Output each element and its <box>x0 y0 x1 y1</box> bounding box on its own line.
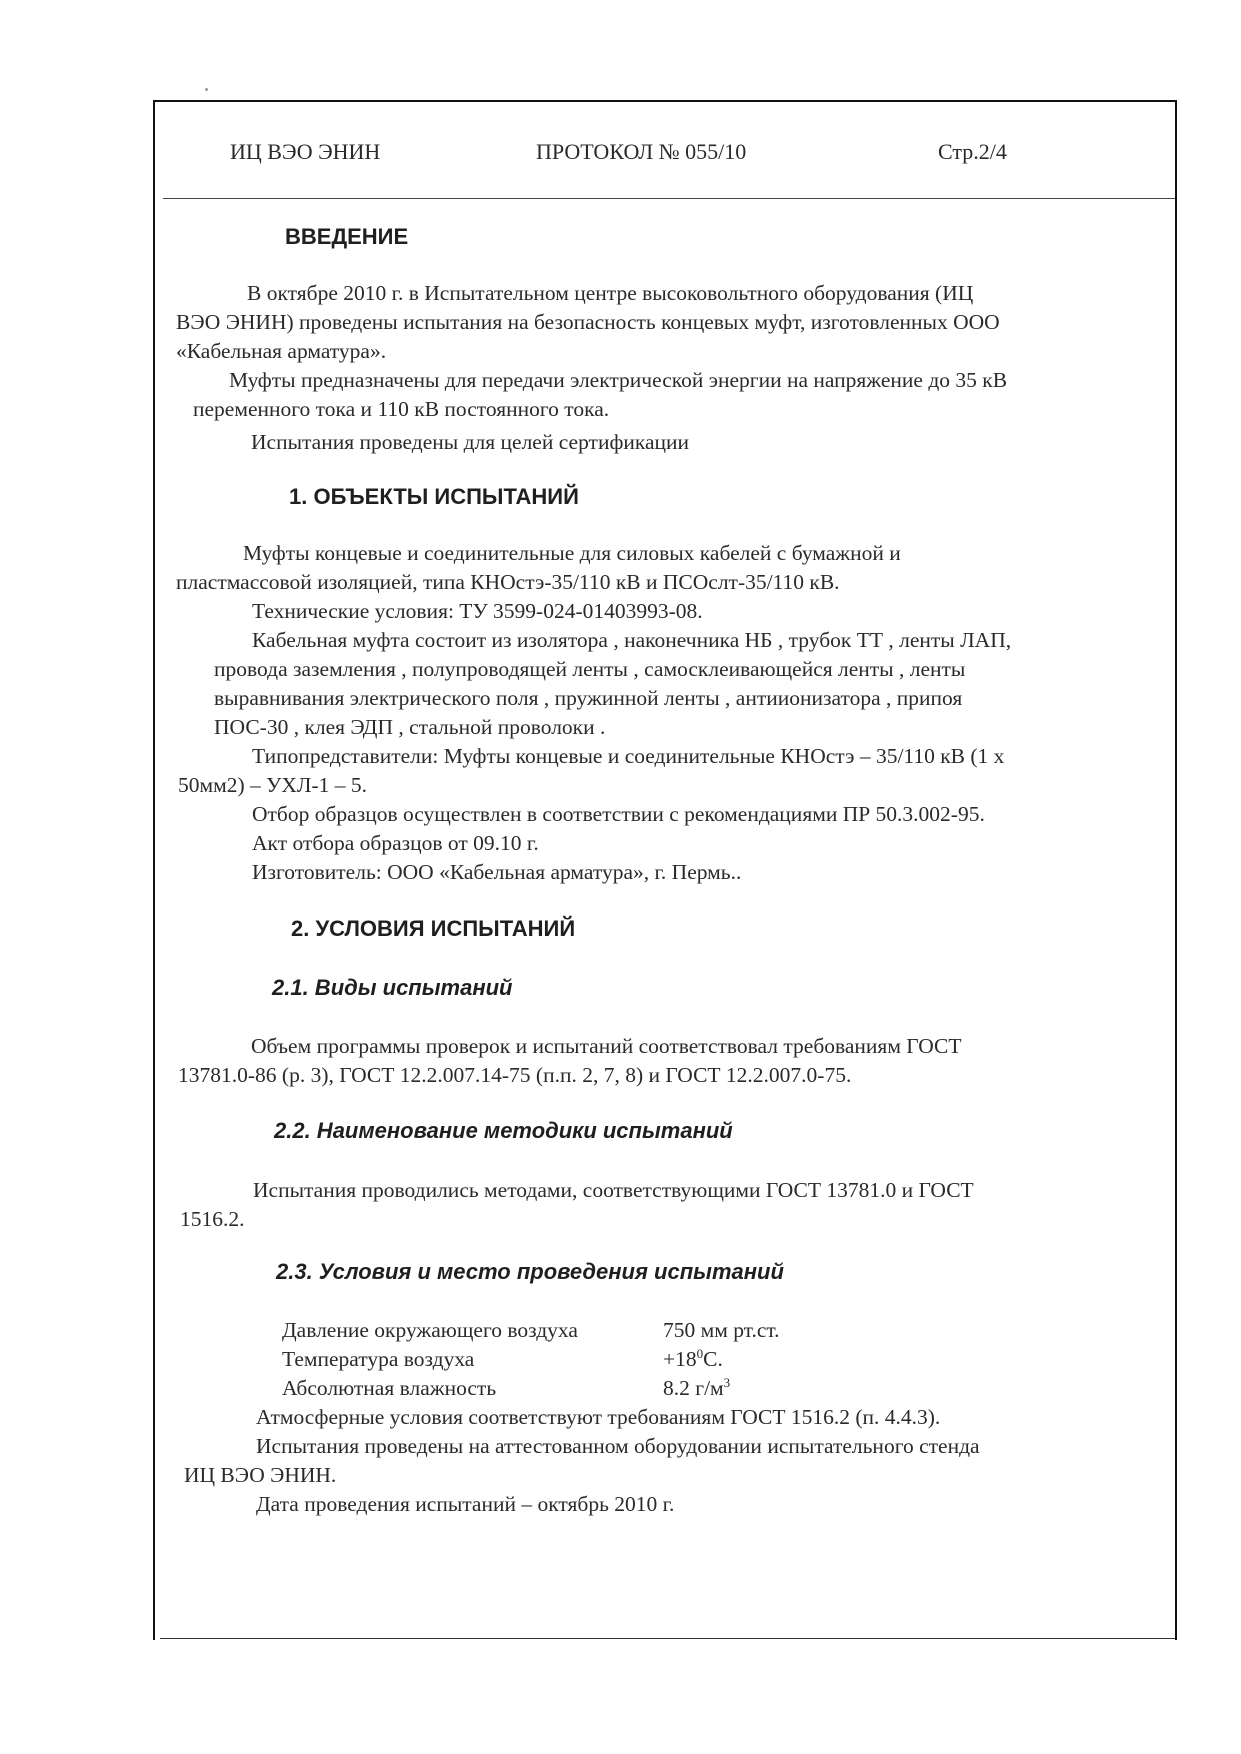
section-1-line: пластмассовой изоляцией, типа КНОстэ-35/110 кВ и ПСОслт-35/110 кВ. <box>176 570 840 594</box>
section-2-2-line: Испытания проводились методами, соответствующими ГОСТ 13781.0 и ГОСТ <box>253 1178 974 1202</box>
frame-bottom-border <box>160 1638 1175 1639</box>
section-1-line: Технические условия: ТУ 3599-024-01403993-08. <box>252 599 703 623</box>
section-2-3-title: 2.3. Условия и место проведения испытаний <box>276 1259 784 1284</box>
header-org: ИЦ ВЭО ЭНИН <box>230 139 381 164</box>
intro-paragraph-line: ВЭО ЭНИН) проведены испытания на безопасность концевых муфт, изготовленных ООО <box>176 310 1000 334</box>
header-divider <box>163 198 1175 199</box>
header-page-number: Стр.2/4 <box>938 139 1007 164</box>
frame-top-border <box>153 100 1177 102</box>
section-1-line: ПОС-30 , клея ЭДП , стальной проволоки . <box>214 715 606 739</box>
section-2-3-line: Атмосферные условия соответствуют требованиям ГОСТ 1516.2 (п. 4.4.3). <box>256 1405 941 1429</box>
intro-paragraph-line: Муфты предназначены для передачи электрической энергии на напряжение до 35 кВ <box>229 368 1008 392</box>
scan-speck <box>205 88 208 91</box>
condition-label-humidity: Абсолютная влажность <box>282 1376 497 1400</box>
section-1-line: провода заземления , полупроводящей ленты , самосклеивающейся ленты , ленты <box>214 657 966 681</box>
section-2-3-line: Дата проведения испытаний – октябрь 2010 г. <box>256 1492 675 1516</box>
condition-value-pressure: 750 мм рт.ст. <box>663 1318 780 1342</box>
intro-paragraph-line: переменного тока и 110 кВ постоянного тока. <box>193 397 610 421</box>
intro-title: ВВЕДЕНИЕ <box>285 224 409 249</box>
section-1-line: выравнивания электрического поля , пружинной ленты , антиионизатора , припоя <box>214 686 963 710</box>
section-2-2-title: 2.2. Наименование методики испытаний <box>274 1118 733 1143</box>
condition-label-pressure: Давление окружающего воздуха <box>282 1318 578 1342</box>
intro-paragraph-line: Испытания проведены для целей сертификации <box>251 430 690 454</box>
section-2-3-line: ИЦ ВЭО ЭНИН. <box>184 1463 337 1487</box>
section-1-title: 1. ОБЪЕКТЫ ИСПЫТАНИЙ <box>289 484 579 509</box>
section-2-1-line: 13781.0-86 (р. 3), ГОСТ 12.2.007.14-75 (п.п. 2, 7, 8) и ГОСТ 12.2.007.0-75. <box>178 1063 852 1087</box>
condition-label-temperature: Температура воздуха <box>282 1347 475 1371</box>
condition-value-humidity: 8.2 $г/м^3$ <box>663 1374 731 1400</box>
section-1-line: 50мм2) – УХЛ-1 – 5. <box>178 773 367 797</box>
condition-value-temperature: $+18^0С$. <box>663 1345 723 1371</box>
section-2-1-line: Объем программы проверок и испытаний соответствовал требованиям ГОСТ <box>251 1034 962 1058</box>
section-1-line: Отбор образцов осуществлен в соответствии с рекомендациями ПР 50.3.002-95. <box>252 802 985 826</box>
section-2-title: 2. УСЛОВИЯ ИСПЫТАНИЙ <box>291 916 576 941</box>
header-protocol-number: ПРОТОКОЛ № 055/10 <box>536 139 747 164</box>
frame-left-border <box>153 100 155 1640</box>
intro-paragraph-line: В октябре 2010 г. в Испытательном центре высоковольтного оборудования (ИЦ <box>247 281 974 305</box>
section-1-line: Муфты концевые и соединительные для силовых кабелей с бумажной и <box>243 541 901 565</box>
section-1-line: Изготовитель: ООО «Кабельная арматура», г. Пермь.. <box>252 860 742 884</box>
section-2-1-title: 2.1. Виды испытаний <box>272 975 513 1000</box>
section-1-line: Акт отбора образцов от 09.10 г. <box>252 831 539 855</box>
frame-right-border <box>1175 100 1177 1640</box>
section-1-line: Кабельная муфта состоит из изолятора , наконечника НБ , трубок ТТ , ленты ЛАП, <box>252 628 1012 652</box>
section-1-line: Типопредставители: Муфты концевые и соединительные КНОстэ – 35/110 кВ (1 х <box>252 744 1005 768</box>
section-2-2-line: 1516.2. <box>180 1207 245 1231</box>
intro-paragraph-line: «Кабельная арматура». <box>176 339 387 363</box>
section-2-3-line: Испытания проведены на аттестованном оборудовании испытательного стенда <box>256 1434 980 1458</box>
